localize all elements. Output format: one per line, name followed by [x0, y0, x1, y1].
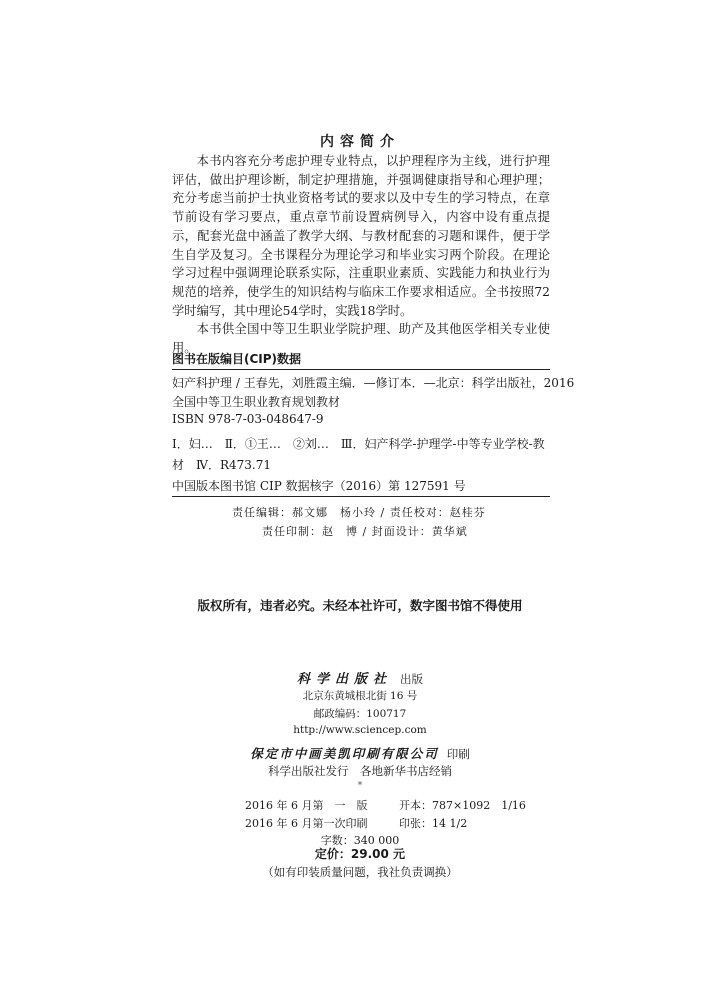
format-info: 开本：787×1092 1/16 [399, 799, 526, 812]
printer-line [0, 743, 720, 762]
publisher-postcode: 邮政编码：100717 [313, 708, 407, 720]
word-count: 字数：340 000 [320, 834, 400, 847]
credits-line-1: 责任编辑：郝文娜 杨小玲 / 责任校对：赵桂芬 [232, 506, 486, 519]
print-label: 印刷 [446, 747, 470, 761]
separator-mark: * [357, 781, 363, 791]
cip-line-6: 中国版本图书馆 CIP 数据核字（2016）第 127591 号 [172, 479, 466, 493]
cip-line-4: Ⅰ．妇… Ⅱ．①王… ②刘… Ⅲ．妇产科学-护理学-中等专业学校-教 [172, 437, 545, 451]
publisher-address: 北京东黄城根北街 16 号 [302, 690, 418, 702]
sheets-info: 印张：14 1/2 [399, 817, 468, 830]
summary-paragraph-2: 本书供全国中等卫生职业学院护理、助产及其他医学相关专业使用。 [172, 322, 550, 356]
cip-top-rule [172, 369, 550, 370]
cip-heading: 图书在版编目(CIP)数据 [172, 352, 302, 366]
cip-line-1: 妇产科护理 / 王春先，刘胜霞主编．—修订本．—北京：科学出版社，2016 [172, 376, 575, 390]
cip-bottom-rule [172, 496, 550, 497]
cip-line-2: 全国中等卫生职业教育规划教材 [172, 395, 341, 409]
publisher-url: http://www.sciencep.com [293, 724, 427, 736]
summary-title: 内容简介 [320, 134, 400, 150]
price: 定价：29.00 元 [314, 847, 406, 861]
edition-info: 2016 年 6 月第 一 版 [245, 799, 368, 812]
cip-line-5: 材 Ⅳ．R473.71 [172, 458, 272, 472]
printing-info: 2016 年 6 月第一次印刷 [245, 817, 368, 830]
publish-label: 出版 [400, 672, 423, 686]
publisher-line [0, 668, 720, 687]
printer-name: 保定市中画美凯印刷有限公司 [250, 746, 439, 761]
quality-note: （如有印装质量问题，我社负责调换） [262, 865, 458, 879]
distribution-line: 科学出版社发行 各地新华书店经销 [268, 764, 452, 778]
summary-body [172, 152, 550, 358]
credits-line-2: 责任印制：赵 博 / 封面设计：黄华斌 [262, 525, 468, 538]
summary-paragraph-1: 本书内容充分考虑护理专业特点，以护理程序为主线，进行护理评估，做出护理诊断，制定护理措施，并强调健康指导和心理护理；充分考虑当前护士执业资格考试的要求以及中专生的学习特点，在章节前设有学习要点，重点章节前设置病例导入，内容中设有重点提示，配套光盘中涵盖了教学大纲、与教材配套的习题和课件，便于学生自学及复习。全书课程分为理论学习和毕业实习两个阶段。在理论学习过程中强调理论联系实际，注重职业素质、实践能力和执业行为规范的培养，使学生的知识结构与临床工作要求相适应。全书按照72学时编写，其中理论54学时，实践18学时。 [172, 154, 550, 318]
copyright-notice: 版权所有，违者必究。未经本社许可，数字图书馆不得使用 [197, 598, 523, 613]
publisher-logo: 科学出版社 [296, 672, 392, 687]
cip-line-3: ISBN 978-7-03-048647-9 [172, 412, 324, 426]
